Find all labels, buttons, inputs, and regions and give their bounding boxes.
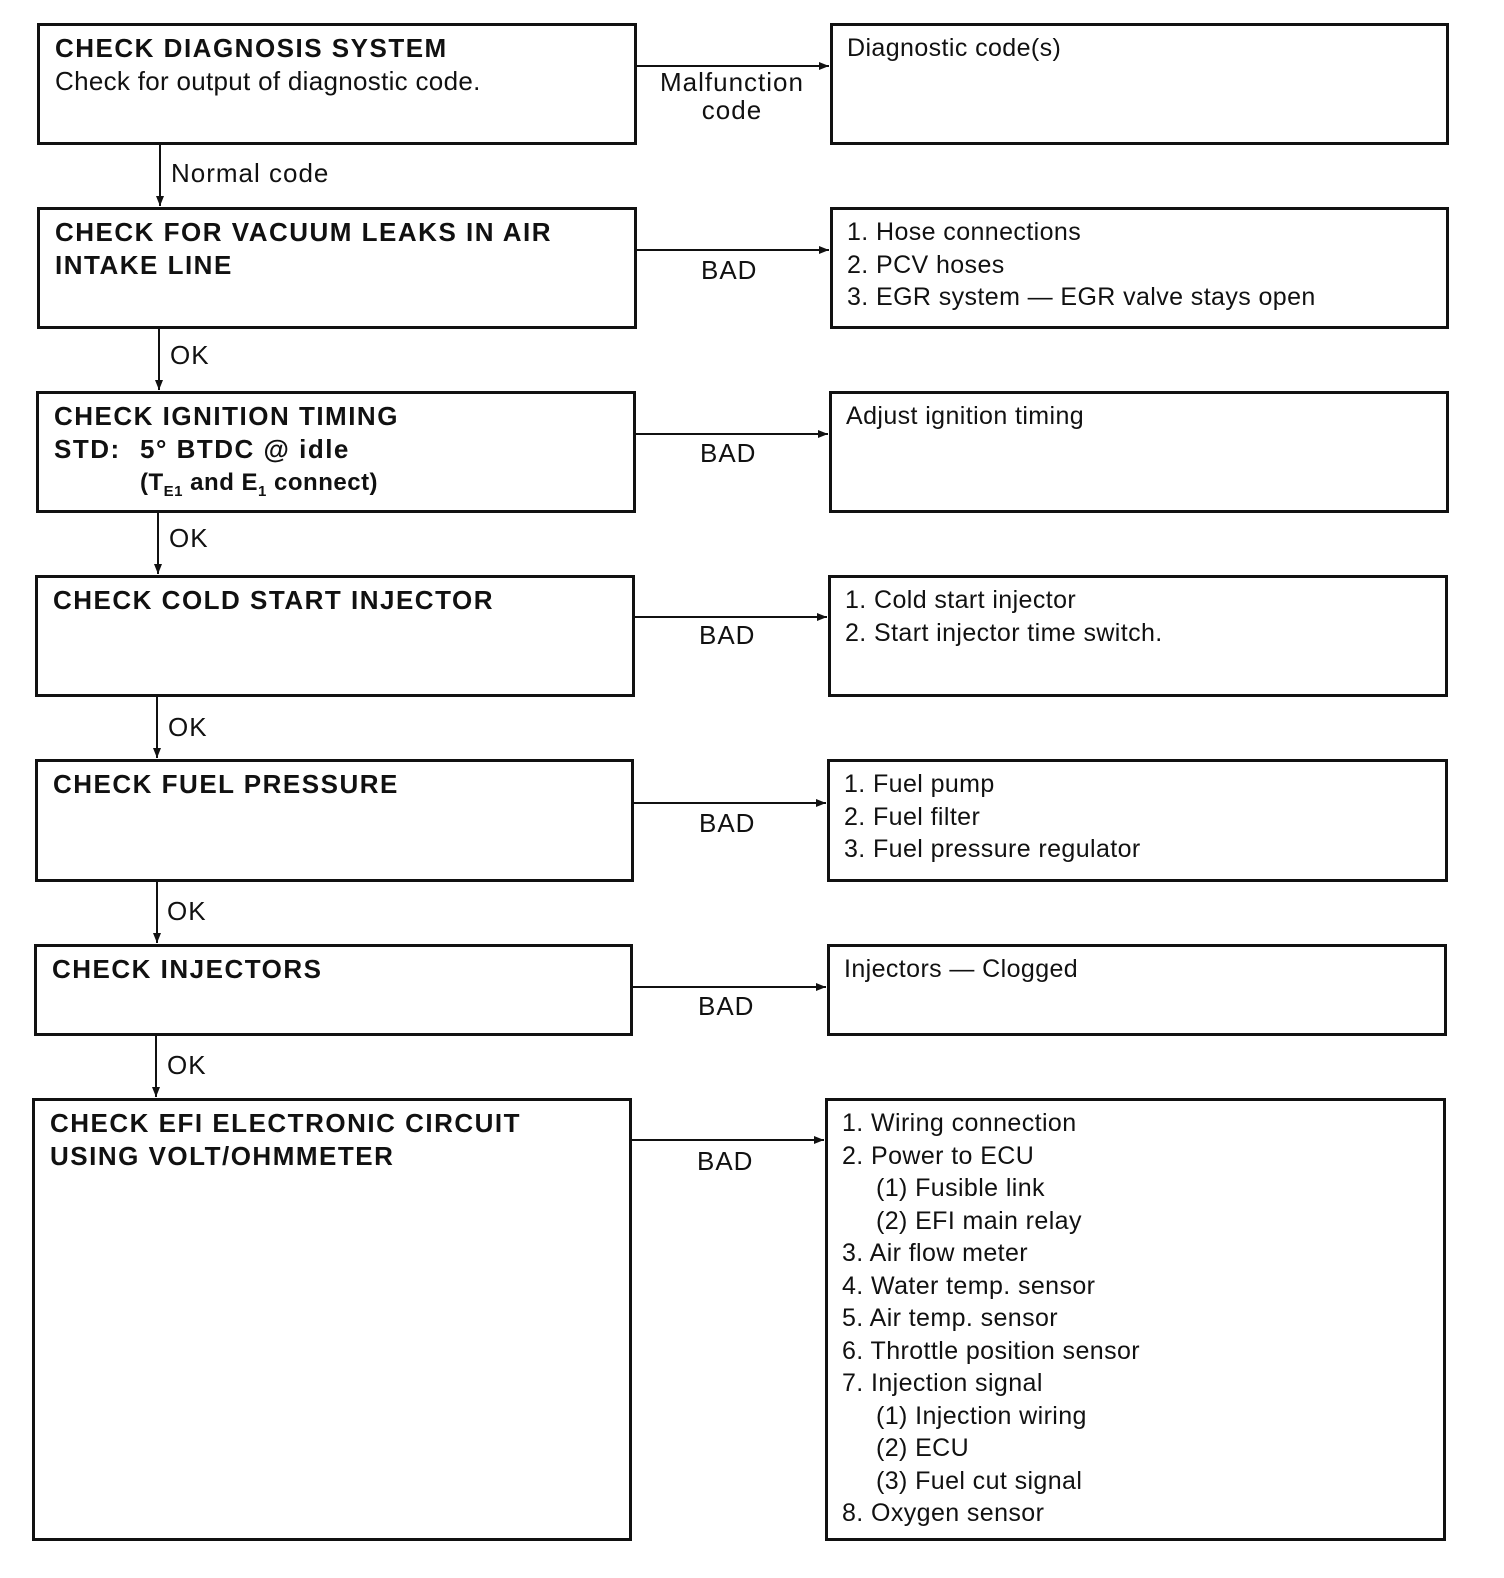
step-title: CHECK COLD START INJECTOR: [53, 585, 494, 615]
note-subscript-1: E1: [163, 482, 184, 500]
result-line: 1. Wiring connection: [842, 1109, 1077, 1137]
result-subline: (2) EFI main relay: [876, 1206, 1082, 1235]
note-close: connect): [266, 469, 379, 496]
result-ignition-timing: [829, 391, 1449, 513]
result-line: 2. Power to ECU: [842, 1141, 1035, 1170]
step-check-vacuum-leaks: [37, 207, 637, 329]
result-line: 5. Air temp. sensor: [842, 1304, 1059, 1332]
std-value: 5° BTDC @ idle: [140, 434, 350, 464]
step-title-line-2: USING VOLT/OHMMETER: [50, 1141, 395, 1171]
step-title: CHECK FUEL PRESSURE: [53, 769, 399, 799]
result-line: 2. Start injector time switch.: [845, 618, 1163, 647]
label-bad-6: BAD: [697, 1146, 754, 1176]
terminal-connect-note: [54, 466, 633, 508]
result-subline: (1) Injection wiring: [876, 1401, 1087, 1430]
step-check-diagnosis-system: [37, 23, 637, 145]
result-line: 8. Oxygen sensor: [842, 1499, 1045, 1527]
result-line: 1. Fuel pump: [844, 770, 995, 798]
step-title: CHECK EFI ELECTRONIC CIRCUIT: [50, 1108, 521, 1138]
label-ok-5: OK: [167, 1050, 207, 1080]
result-efi-circuit: [825, 1098, 1446, 1541]
result-line: 1. Hose connections: [847, 218, 1082, 246]
note-mid: and E: [183, 469, 259, 496]
result-line: 3. EGR system — EGR valve stays open: [847, 283, 1316, 311]
label-ok-4: OK: [167, 896, 207, 926]
label-bad-1: BAD: [701, 255, 758, 285]
result-line: 3. Fuel pressure regulator: [844, 835, 1141, 863]
label-normal-code: Normal code: [171, 158, 330, 188]
result-line: 2. Fuel filter: [844, 802, 981, 831]
result-injectors: [827, 944, 1447, 1036]
result-line: 7. Injection signal: [842, 1369, 1043, 1397]
result-line: Adjust ignition timing: [846, 402, 1085, 430]
result-fuel-pressure: [827, 759, 1448, 882]
step-check-ignition-timing: [36, 391, 636, 513]
note-subscript-2: 1: [258, 482, 267, 500]
result-diagnostic-codes: [830, 23, 1449, 145]
label-malfunction-code: [650, 68, 814, 124]
label-malfunction-line-1: Malfunction: [660, 67, 804, 97]
label-ok-2: OK: [169, 523, 209, 553]
result-line: 6. Throttle position sensor: [842, 1336, 1140, 1365]
label-ok-3: OK: [168, 712, 208, 742]
label-bad-4: BAD: [699, 808, 756, 838]
result-subline: (1) Fusible link: [876, 1174, 1045, 1202]
step-title: CHECK IGNITION TIMING: [54, 401, 399, 431]
step-description: Check for output of diagnostic code.: [55, 66, 481, 96]
label-bad-5: BAD: [698, 991, 755, 1021]
result-line: 2. PCV hoses: [847, 250, 1005, 279]
label-bad-3: BAD: [699, 620, 756, 650]
step-check-fuel-pressure: [35, 759, 634, 882]
result-subline: (2) ECU: [876, 1434, 970, 1462]
step-title: CHECK DIAGNOSIS SYSTEM: [55, 33, 448, 63]
step-check-injectors: [34, 944, 633, 1036]
note-open: (T: [140, 469, 164, 496]
std-label: STD:: [54, 434, 121, 464]
label-ok-1: OK: [170, 340, 210, 370]
step-title-line-2: INTAKE LINE: [55, 250, 233, 280]
step-check-cold-start-injector: [35, 575, 635, 697]
result-line: Injectors — Clogged: [844, 955, 1079, 983]
result-subline: (3) Fuel cut signal: [876, 1466, 1083, 1495]
step-title: CHECK FOR VACUUM LEAKS IN AIR: [55, 217, 553, 247]
result-line: Diagnostic code(s): [847, 34, 1062, 62]
step-check-efi-circuit: [32, 1098, 632, 1541]
result-line: 3. Air flow meter: [842, 1239, 1029, 1267]
step-title: CHECK INJECTORS: [52, 954, 323, 984]
result-cold-start-injector: [828, 575, 1448, 697]
result-line: 1. Cold start injector: [845, 586, 1077, 614]
label-malfunction-line-2: code: [701, 95, 763, 125]
result-line: 4. Water temp. sensor: [842, 1271, 1096, 1300]
result-vacuum-leaks: [830, 207, 1449, 329]
label-bad-2: BAD: [700, 438, 757, 468]
